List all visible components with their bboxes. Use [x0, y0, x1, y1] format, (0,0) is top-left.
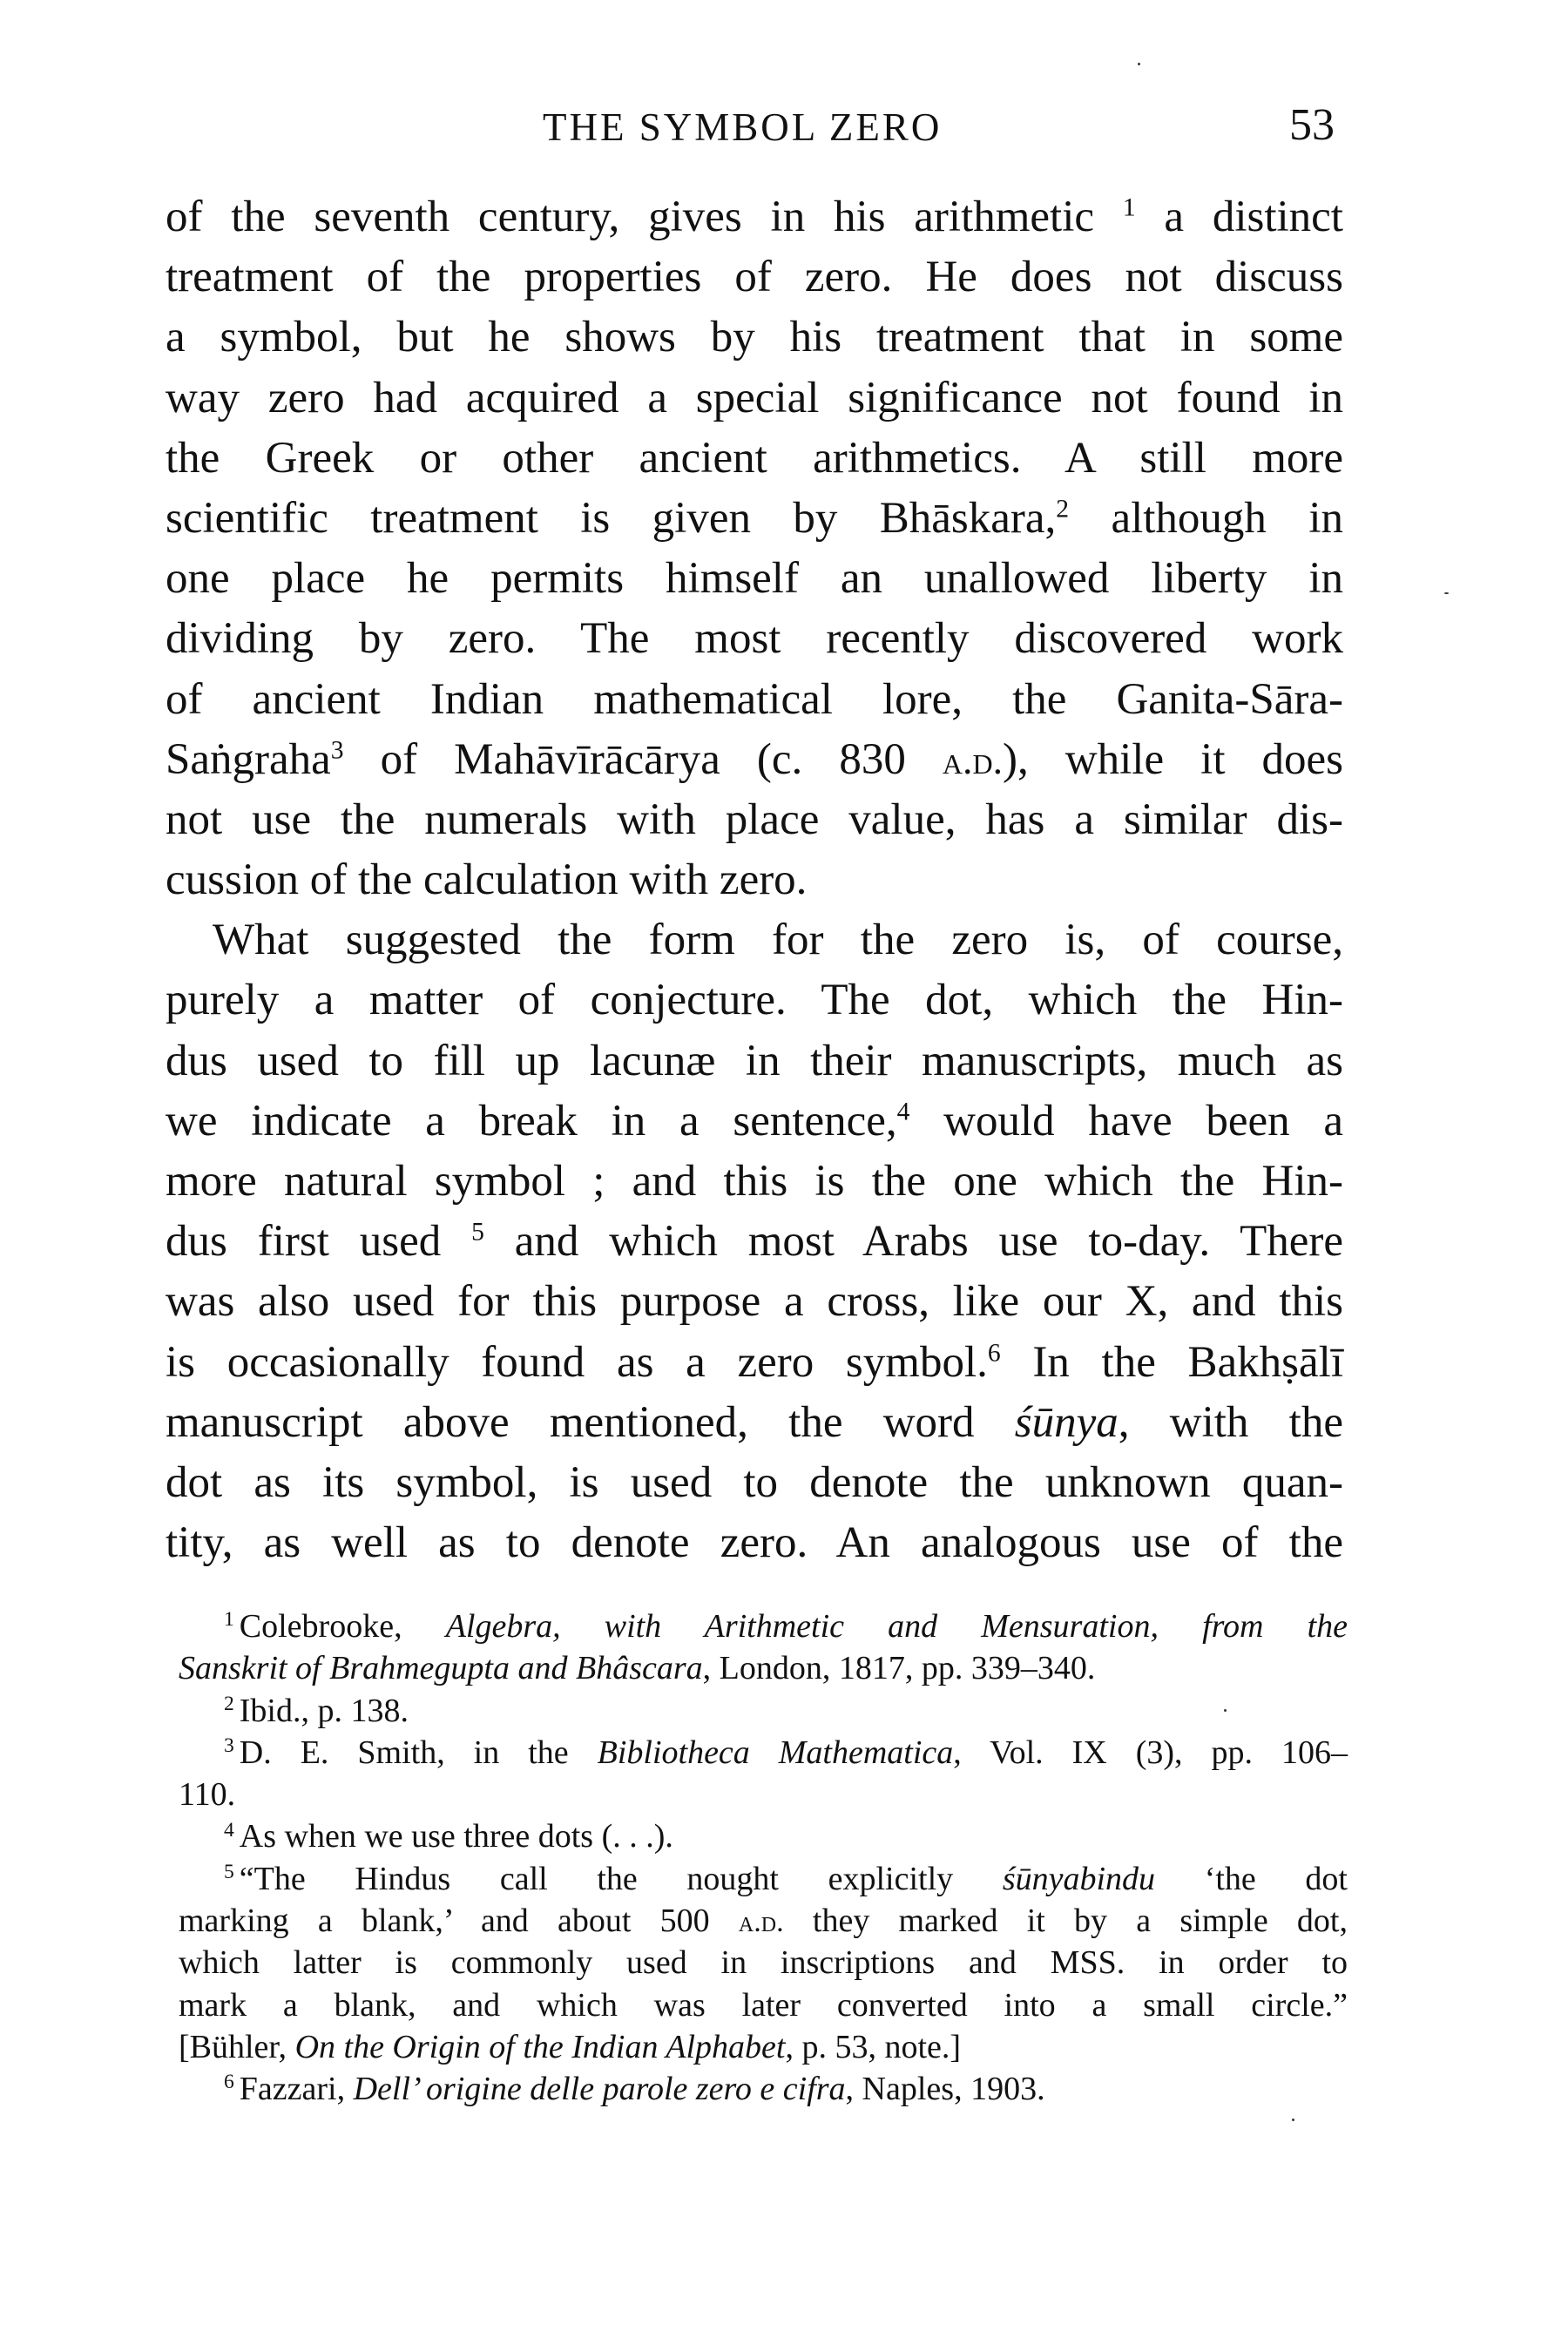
body-line — [166, 429, 1343, 489]
footnote-line — [179, 1774, 1348, 1815]
body-line — [166, 1333, 1343, 1393]
body-line — [166, 308, 1343, 368]
footnote-line — [179, 2026, 1348, 2068]
text-run: dot as its symbol, is used to denote the unknown quan- — [166, 1457, 1343, 1507]
text-run: Colebrooke, — [239, 1608, 446, 1645]
body-line — [166, 1393, 1343, 1453]
text-run: dus used to fill up lacunæ in their manuscripts, much as — [166, 1036, 1343, 1085]
print-speck — [1292, 2119, 1294, 2121]
body-line — [166, 1272, 1343, 1332]
body-line — [166, 609, 1343, 669]
body-line — [166, 730, 1343, 790]
text-run: of the seventh century, gives in his arithmetic — [166, 193, 1123, 241]
footnote-line — [179, 1690, 1348, 1732]
text-run: way zero had acquired a special significance not found in — [166, 373, 1343, 422]
text-run: dus first used — [166, 1217, 472, 1267]
text-run: Saṅgraha — [166, 734, 331, 784]
text-run: mark a blank, and which was later converted into a small circle.” — [179, 1986, 1348, 2024]
text-run: , with the — [1118, 1397, 1343, 1447]
text-run: , Naples, 1903. — [845, 2071, 1045, 2108]
italic-text: Dell’ origine delle parole zero e cifra — [353, 2071, 846, 2108]
body-line — [166, 1152, 1343, 1212]
text-run: Ibid., p. 138. — [239, 1692, 409, 1729]
text-run: we indicate a break in a sentence, — [166, 1096, 897, 1146]
footnote-reference[interactable]: 2 — [1056, 495, 1070, 524]
text-run: marking a blank,’ and about 500 — [179, 1903, 739, 1940]
small-caps-text: a.d. — [942, 737, 1004, 782]
footnote-line — [179, 1942, 1348, 1984]
italic-text: Bibliotheca Mathematica — [597, 1734, 954, 1771]
running-head — [166, 100, 1343, 152]
page-number: 53 — [1289, 100, 1335, 150]
text-run: , p. 53, note.] — [785, 2028, 962, 2065]
text-run: D. E. Smith, in the — [239, 1734, 598, 1771]
running-title: THE SYMBOL ZERO — [543, 105, 943, 149]
text-run: ‘the dot — [1155, 1860, 1348, 1897]
text-run: In the Bakhṣālī — [1000, 1337, 1343, 1387]
footnote-marker: 5 — [224, 1860, 234, 1883]
body-line — [166, 1513, 1343, 1573]
small-caps-text: a.d. — [738, 1906, 784, 1939]
body-line — [166, 489, 1343, 549]
footnote-line — [179, 1605, 1348, 1647]
italic-text: śūnyabindu — [1002, 1860, 1156, 1897]
footnote-marker: 1 — [224, 1608, 234, 1632]
footnote-marker: 2 — [224, 1692, 234, 1715]
body-line — [166, 1453, 1343, 1513]
footnotes — [179, 1605, 1348, 2111]
text-run: dividing by zero. The most recently discovered work — [166, 614, 1343, 664]
text-run: of Mahāvīrācārya (c. 830 — [343, 734, 943, 784]
footnote-line — [179, 2068, 1348, 2110]
italic-text: Algebra, with Arithmetic and Mensuration, from the — [445, 1608, 1348, 1645]
body-line — [166, 1031, 1343, 1092]
text-run: would have been a — [909, 1096, 1343, 1146]
footnote-marker: 3 — [224, 1734, 234, 1757]
text-run: , London, 1817, pp. 339–340. — [702, 1650, 1096, 1687]
text-run: Fazzari, — [239, 2071, 354, 2108]
text-run: although in — [1069, 493, 1343, 543]
footnote-line — [179, 1858, 1348, 1900]
body-line — [166, 1092, 1343, 1152]
footnote-reference[interactable]: 6 — [987, 1338, 1001, 1367]
text-run: which latter is commonly used in inscriptions and MSS. in order to — [179, 1944, 1348, 1982]
body-line — [166, 850, 1343, 910]
body-line — [166, 790, 1343, 850]
text-run: What suggested the form for the zero is, of course, — [213, 916, 1343, 965]
text-run: and which most Arabs use to-day. There — [483, 1217, 1344, 1267]
text-run: “The Hindus call the nought explicitly — [239, 1860, 1003, 1897]
footnote-line — [179, 1732, 1348, 1774]
footnote-reference[interactable]: 1 — [1122, 193, 1136, 222]
body-line — [166, 670, 1343, 730]
body-text — [166, 187, 1343, 1573]
text-run: manuscript above mentioned, the word — [166, 1397, 1015, 1447]
text-run: is occasionally found as a zero symbol. — [166, 1337, 988, 1387]
text-run: , Vol. IX (3), pp. 106– — [953, 1734, 1348, 1771]
print-speck — [1224, 1709, 1227, 1712]
footnote-line — [179, 1815, 1348, 1857]
text-run: of ancient Indian mathematical lore, the Ganita-Sāra- — [166, 674, 1343, 724]
text-run: tity, as well as to denote zero. An analogous use of the — [166, 1518, 1343, 1568]
text-run: scientific treatment is given by Bhāskara, — [166, 493, 1057, 543]
text-run: 110. — [179, 1776, 236, 1814]
text-run: cussion of the calculation with zero. — [166, 855, 808, 905]
text-run: [Bühler, — [179, 2028, 295, 2065]
print-speck — [1444, 592, 1449, 594]
footnote-line — [179, 1647, 1348, 1689]
footnote-line — [179, 1984, 1348, 2026]
body-line — [166, 970, 1343, 1031]
body-line — [166, 247, 1343, 308]
text-run: a distinct — [1135, 193, 1343, 241]
footnote-reference[interactable]: 3 — [330, 735, 344, 764]
footnote-reference[interactable]: 4 — [896, 1098, 910, 1126]
text-run: more natural symbol ; and this is the one which the Hin- — [166, 1157, 1343, 1206]
text-run: a symbol, but he shows by his treatment that in some — [166, 313, 1343, 362]
print-speck — [1138, 63, 1140, 65]
body-line — [166, 187, 1343, 247]
italic-text: śūnya — [1014, 1397, 1119, 1447]
text-run: purely a matter of conjecture. The dot, which the Hin- — [166, 976, 1343, 1025]
footnote-marker: 6 — [224, 2071, 234, 2094]
text-run: not use the numerals with place value, has a similar dis- — [166, 794, 1343, 844]
body-line — [166, 549, 1343, 609]
text-run: treatment of the properties of zero. He does not discuss — [166, 253, 1343, 302]
footnote-line — [179, 1900, 1348, 1942]
text-run: ), while it does — [1003, 734, 1343, 784]
body-line — [166, 1212, 1343, 1272]
body-line — [166, 368, 1343, 429]
italic-text: Sanskrit of Brahmegupta and Bhâscara — [179, 1650, 703, 1687]
text-run: they marked it by a simple dot, — [783, 1903, 1348, 1940]
text-run: was also used for this purpose a cross, like our X, and this — [166, 1277, 1343, 1327]
footnote-reference[interactable]: 5 — [471, 1218, 484, 1247]
text-run: As when we use three dots (. . .). — [239, 1818, 673, 1855]
footnote-marker: 4 — [224, 1818, 234, 1842]
text-run: the Greek or other ancient arithmetics. A still more — [166, 433, 1343, 483]
body-line — [166, 910, 1343, 970]
text-run: one place he permits himself an unallowed liberty in — [166, 554, 1343, 604]
italic-text: On the Origin of the Indian Alphabet — [294, 2028, 786, 2065]
